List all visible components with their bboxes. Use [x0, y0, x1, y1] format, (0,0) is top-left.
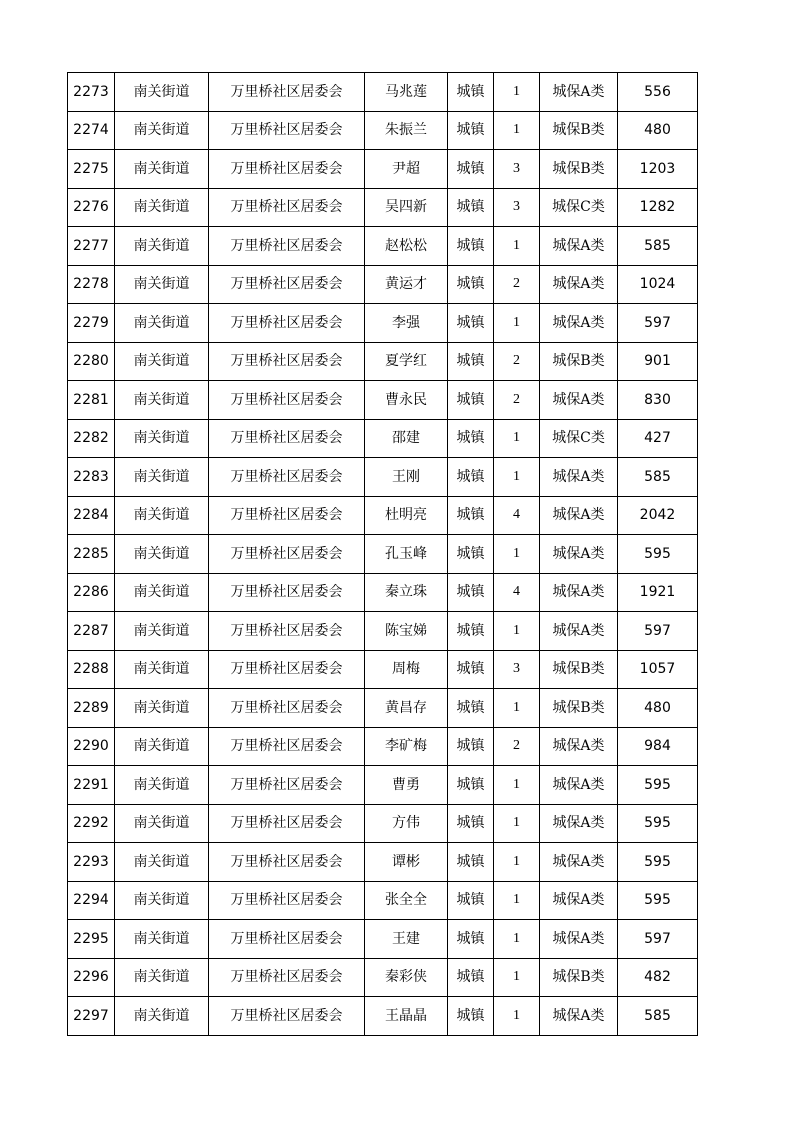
cell-street: 南关街道: [115, 881, 209, 920]
cell-record-id: 2292: [68, 804, 115, 843]
cell-category: 城保C类: [540, 419, 618, 458]
cell-amount: 480: [618, 689, 698, 728]
cell-person-name: 邵建: [365, 419, 448, 458]
table-row: [68, 496, 698, 535]
table-row: [68, 612, 698, 651]
cell-area-type: 城镇: [448, 958, 494, 997]
cell-person-name: 李矿梅: [365, 727, 448, 766]
table-row: [68, 881, 698, 920]
cell-street: 南关街道: [115, 304, 209, 343]
cell-category: 城保A类: [540, 881, 618, 920]
cell-category: 城保A类: [540, 843, 618, 882]
cell-area-type: 城镇: [448, 265, 494, 304]
cell-area-type: 城镇: [448, 997, 494, 1036]
cell-street: 南关街道: [115, 612, 209, 651]
cell-amount: 901: [618, 342, 698, 381]
cell-amount: 482: [618, 958, 698, 997]
cell-household-count: 1: [494, 689, 540, 728]
cell-community: 万里桥社区居委会: [209, 73, 365, 112]
cell-person-name: 尹超: [365, 150, 448, 189]
cell-category: 城保A类: [540, 227, 618, 266]
table-row: [68, 843, 698, 882]
cell-category: 城保A类: [540, 73, 618, 112]
cell-record-id: 2275: [68, 150, 115, 189]
cell-household-count: 3: [494, 150, 540, 189]
cell-person-name: 马兆莲: [365, 73, 448, 112]
cell-category: 城保B类: [540, 150, 618, 189]
table-row: [68, 111, 698, 150]
cell-amount: 830: [618, 381, 698, 420]
cell-area-type: 城镇: [448, 650, 494, 689]
cell-amount: 1024: [618, 265, 698, 304]
cell-person-name: 曹勇: [365, 766, 448, 805]
cell-amount: 595: [618, 766, 698, 805]
table-row: [68, 150, 698, 189]
cell-record-id: 2296: [68, 958, 115, 997]
table-row: [68, 265, 698, 304]
cell-area-type: 城镇: [448, 843, 494, 882]
cell-record-id: 2285: [68, 535, 115, 574]
cell-area-type: 城镇: [448, 727, 494, 766]
cell-person-name: 秦彩侠: [365, 958, 448, 997]
cell-amount: 585: [618, 458, 698, 497]
cell-community: 万里桥社区居委会: [209, 997, 365, 1036]
cell-amount: 1282: [618, 188, 698, 227]
cell-record-id: 2279: [68, 304, 115, 343]
cell-record-id: 2288: [68, 650, 115, 689]
cell-area-type: 城镇: [448, 573, 494, 612]
cell-amount: 2042: [618, 496, 698, 535]
cell-person-name: 朱振兰: [365, 111, 448, 150]
cell-record-id: 2278: [68, 265, 115, 304]
cell-category: 城保A类: [540, 804, 618, 843]
cell-category: 城保B类: [540, 689, 618, 728]
cell-street: 南关街道: [115, 419, 209, 458]
cell-record-id: 2283: [68, 458, 115, 497]
cell-community: 万里桥社区居委会: [209, 342, 365, 381]
cell-person-name: 吴四新: [365, 188, 448, 227]
table-row: [68, 650, 698, 689]
cell-amount: 585: [618, 227, 698, 266]
cell-street: 南关街道: [115, 804, 209, 843]
cell-record-id: 2289: [68, 689, 115, 728]
cell-household-count: 4: [494, 496, 540, 535]
cell-amount: 1921: [618, 573, 698, 612]
cell-household-count: 4: [494, 573, 540, 612]
table-row: [68, 458, 698, 497]
cell-household-count: 1: [494, 804, 540, 843]
cell-household-count: 1: [494, 997, 540, 1036]
cell-category: 城保B类: [540, 342, 618, 381]
cell-record-id: 2297: [68, 997, 115, 1036]
table-row: [68, 727, 698, 766]
cell-person-name: 李强: [365, 304, 448, 343]
cell-record-id: 2291: [68, 766, 115, 805]
cell-street: 南关街道: [115, 342, 209, 381]
cell-amount: 585: [618, 997, 698, 1036]
cell-community: 万里桥社区居委会: [209, 958, 365, 997]
cell-household-count: 1: [494, 304, 540, 343]
cell-person-name: 赵松松: [365, 227, 448, 266]
table-row: [68, 227, 698, 266]
table-row: [68, 535, 698, 574]
cell-area-type: 城镇: [448, 381, 494, 420]
table-row: [68, 766, 698, 805]
cell-person-name: 黄昌存: [365, 689, 448, 728]
cell-category: 城保A类: [540, 766, 618, 805]
cell-community: 万里桥社区居委会: [209, 573, 365, 612]
cell-record-id: 2281: [68, 381, 115, 420]
cell-category: 城保C类: [540, 188, 618, 227]
table-row: [68, 997, 698, 1036]
cell-area-type: 城镇: [448, 496, 494, 535]
cell-area-type: 城镇: [448, 458, 494, 497]
cell-category: 城保A类: [540, 920, 618, 959]
cell-community: 万里桥社区居委会: [209, 227, 365, 266]
cell-person-name: 黄运才: [365, 265, 448, 304]
table-row: [68, 304, 698, 343]
cell-community: 万里桥社区居委会: [209, 843, 365, 882]
table-row: [68, 419, 698, 458]
cell-area-type: 城镇: [448, 920, 494, 959]
cell-area-type: 城镇: [448, 227, 494, 266]
table-row: [68, 958, 698, 997]
cell-record-id: 2294: [68, 881, 115, 920]
cell-street: 南关街道: [115, 727, 209, 766]
cell-person-name: 秦立珠: [365, 573, 448, 612]
cell-community: 万里桥社区居委会: [209, 150, 365, 189]
roster-table: [67, 72, 698, 1036]
cell-record-id: 2284: [68, 496, 115, 535]
cell-amount: 597: [618, 612, 698, 651]
cell-community: 万里桥社区居委会: [209, 111, 365, 150]
cell-community: 万里桥社区居委会: [209, 689, 365, 728]
table-row: [68, 381, 698, 420]
cell-amount: 480: [618, 111, 698, 150]
cell-category: 城保A类: [540, 612, 618, 651]
cell-street: 南关街道: [115, 535, 209, 574]
cell-community: 万里桥社区居委会: [209, 304, 365, 343]
cell-amount: 597: [618, 304, 698, 343]
cell-community: 万里桥社区居委会: [209, 727, 365, 766]
cell-record-id: 2286: [68, 573, 115, 612]
cell-area-type: 城镇: [448, 804, 494, 843]
cell-category: 城保A类: [540, 381, 618, 420]
cell-household-count: 2: [494, 342, 540, 381]
cell-person-name: 方伟: [365, 804, 448, 843]
table-row: [68, 188, 698, 227]
cell-household-count: 3: [494, 650, 540, 689]
cell-area-type: 城镇: [448, 73, 494, 112]
cell-amount: 984: [618, 727, 698, 766]
cell-category: 城保B类: [540, 650, 618, 689]
cell-amount: 595: [618, 843, 698, 882]
cell-street: 南关街道: [115, 381, 209, 420]
cell-area-type: 城镇: [448, 766, 494, 805]
cell-street: 南关街道: [115, 766, 209, 805]
cell-household-count: 1: [494, 920, 540, 959]
cell-record-id: 2282: [68, 419, 115, 458]
cell-area-type: 城镇: [448, 612, 494, 651]
cell-street: 南关街道: [115, 188, 209, 227]
cell-community: 万里桥社区居委会: [209, 188, 365, 227]
cell-record-id: 2277: [68, 227, 115, 266]
cell-community: 万里桥社区居委会: [209, 496, 365, 535]
cell-street: 南关街道: [115, 496, 209, 535]
cell-amount: 1203: [618, 150, 698, 189]
cell-record-id: 2287: [68, 612, 115, 651]
cell-area-type: 城镇: [448, 111, 494, 150]
cell-record-id: 2276: [68, 188, 115, 227]
cell-record-id: 2280: [68, 342, 115, 381]
cell-amount: 597: [618, 920, 698, 959]
cell-street: 南关街道: [115, 650, 209, 689]
cell-category: 城保B类: [540, 958, 618, 997]
cell-community: 万里桥社区居委会: [209, 381, 365, 420]
cell-category: 城保B类: [540, 111, 618, 150]
roster-table-body: [68, 73, 698, 1036]
cell-category: 城保A类: [540, 458, 618, 497]
cell-person-name: 孔玉峰: [365, 535, 448, 574]
table-row: [68, 573, 698, 612]
cell-household-count: 1: [494, 881, 540, 920]
cell-street: 南关街道: [115, 573, 209, 612]
cell-household-count: 1: [494, 458, 540, 497]
cell-category: 城保A类: [540, 535, 618, 574]
cell-street: 南关街道: [115, 689, 209, 728]
cell-area-type: 城镇: [448, 304, 494, 343]
cell-record-id: 2290: [68, 727, 115, 766]
cell-amount: 595: [618, 881, 698, 920]
cell-record-id: 2295: [68, 920, 115, 959]
cell-amount: 595: [618, 535, 698, 574]
cell-amount: 556: [618, 73, 698, 112]
cell-amount: 595: [618, 804, 698, 843]
cell-amount: 427: [618, 419, 698, 458]
cell-street: 南关街道: [115, 73, 209, 112]
cell-person-name: 陈宝娣: [365, 612, 448, 651]
cell-person-name: 夏学红: [365, 342, 448, 381]
cell-household-count: 1: [494, 73, 540, 112]
cell-category: 城保A类: [540, 304, 618, 343]
cell-street: 南关街道: [115, 150, 209, 189]
cell-person-name: 谭彬: [365, 843, 448, 882]
cell-community: 万里桥社区居委会: [209, 419, 365, 458]
cell-record-id: 2274: [68, 111, 115, 150]
cell-person-name: 张全全: [365, 881, 448, 920]
cell-area-type: 城镇: [448, 535, 494, 574]
cell-community: 万里桥社区居委会: [209, 650, 365, 689]
cell-person-name: 周梅: [365, 650, 448, 689]
cell-street: 南关街道: [115, 458, 209, 497]
cell-person-name: 王晶晶: [365, 997, 448, 1036]
cell-category: 城保A类: [540, 573, 618, 612]
cell-area-type: 城镇: [448, 342, 494, 381]
cell-street: 南关街道: [115, 265, 209, 304]
cell-category: 城保A类: [540, 997, 618, 1036]
table-row: [68, 342, 698, 381]
cell-household-count: 2: [494, 727, 540, 766]
cell-community: 万里桥社区居委会: [209, 612, 365, 651]
cell-household-count: 1: [494, 227, 540, 266]
cell-community: 万里桥社区居委会: [209, 535, 365, 574]
cell-street: 南关街道: [115, 227, 209, 266]
cell-household-count: 1: [494, 843, 540, 882]
cell-street: 南关街道: [115, 920, 209, 959]
table-row: [68, 920, 698, 959]
cell-record-id: 2293: [68, 843, 115, 882]
table-row: [68, 804, 698, 843]
table-row: [68, 73, 698, 112]
cell-category: 城保A类: [540, 265, 618, 304]
cell-household-count: 1: [494, 612, 540, 651]
cell-household-count: 1: [494, 419, 540, 458]
cell-person-name: 杜明亮: [365, 496, 448, 535]
cell-community: 万里桥社区居委会: [209, 766, 365, 805]
cell-community: 万里桥社区居委会: [209, 804, 365, 843]
cell-household-count: 3: [494, 188, 540, 227]
cell-category: 城保A类: [540, 727, 618, 766]
cell-street: 南关街道: [115, 958, 209, 997]
cell-household-count: 1: [494, 766, 540, 805]
cell-household-count: 2: [494, 381, 540, 420]
cell-area-type: 城镇: [448, 419, 494, 458]
cell-street: 南关街道: [115, 997, 209, 1036]
cell-street: 南关街道: [115, 843, 209, 882]
cell-amount: 1057: [618, 650, 698, 689]
cell-person-name: 王建: [365, 920, 448, 959]
cell-record-id: 2273: [68, 73, 115, 112]
table-row: [68, 689, 698, 728]
cell-community: 万里桥社区居委会: [209, 265, 365, 304]
cell-community: 万里桥社区居委会: [209, 920, 365, 959]
cell-household-count: 2: [494, 265, 540, 304]
cell-community: 万里桥社区居委会: [209, 458, 365, 497]
cell-household-count: 1: [494, 958, 540, 997]
cell-street: 南关街道: [115, 111, 209, 150]
cell-community: 万里桥社区居委会: [209, 881, 365, 920]
cell-area-type: 城镇: [448, 188, 494, 227]
cell-area-type: 城镇: [448, 689, 494, 728]
cell-area-type: 城镇: [448, 150, 494, 189]
cell-area-type: 城镇: [448, 881, 494, 920]
cell-person-name: 曹永民: [365, 381, 448, 420]
cell-household-count: 1: [494, 535, 540, 574]
cell-category: 城保A类: [540, 496, 618, 535]
cell-person-name: 王刚: [365, 458, 448, 497]
cell-household-count: 1: [494, 111, 540, 150]
